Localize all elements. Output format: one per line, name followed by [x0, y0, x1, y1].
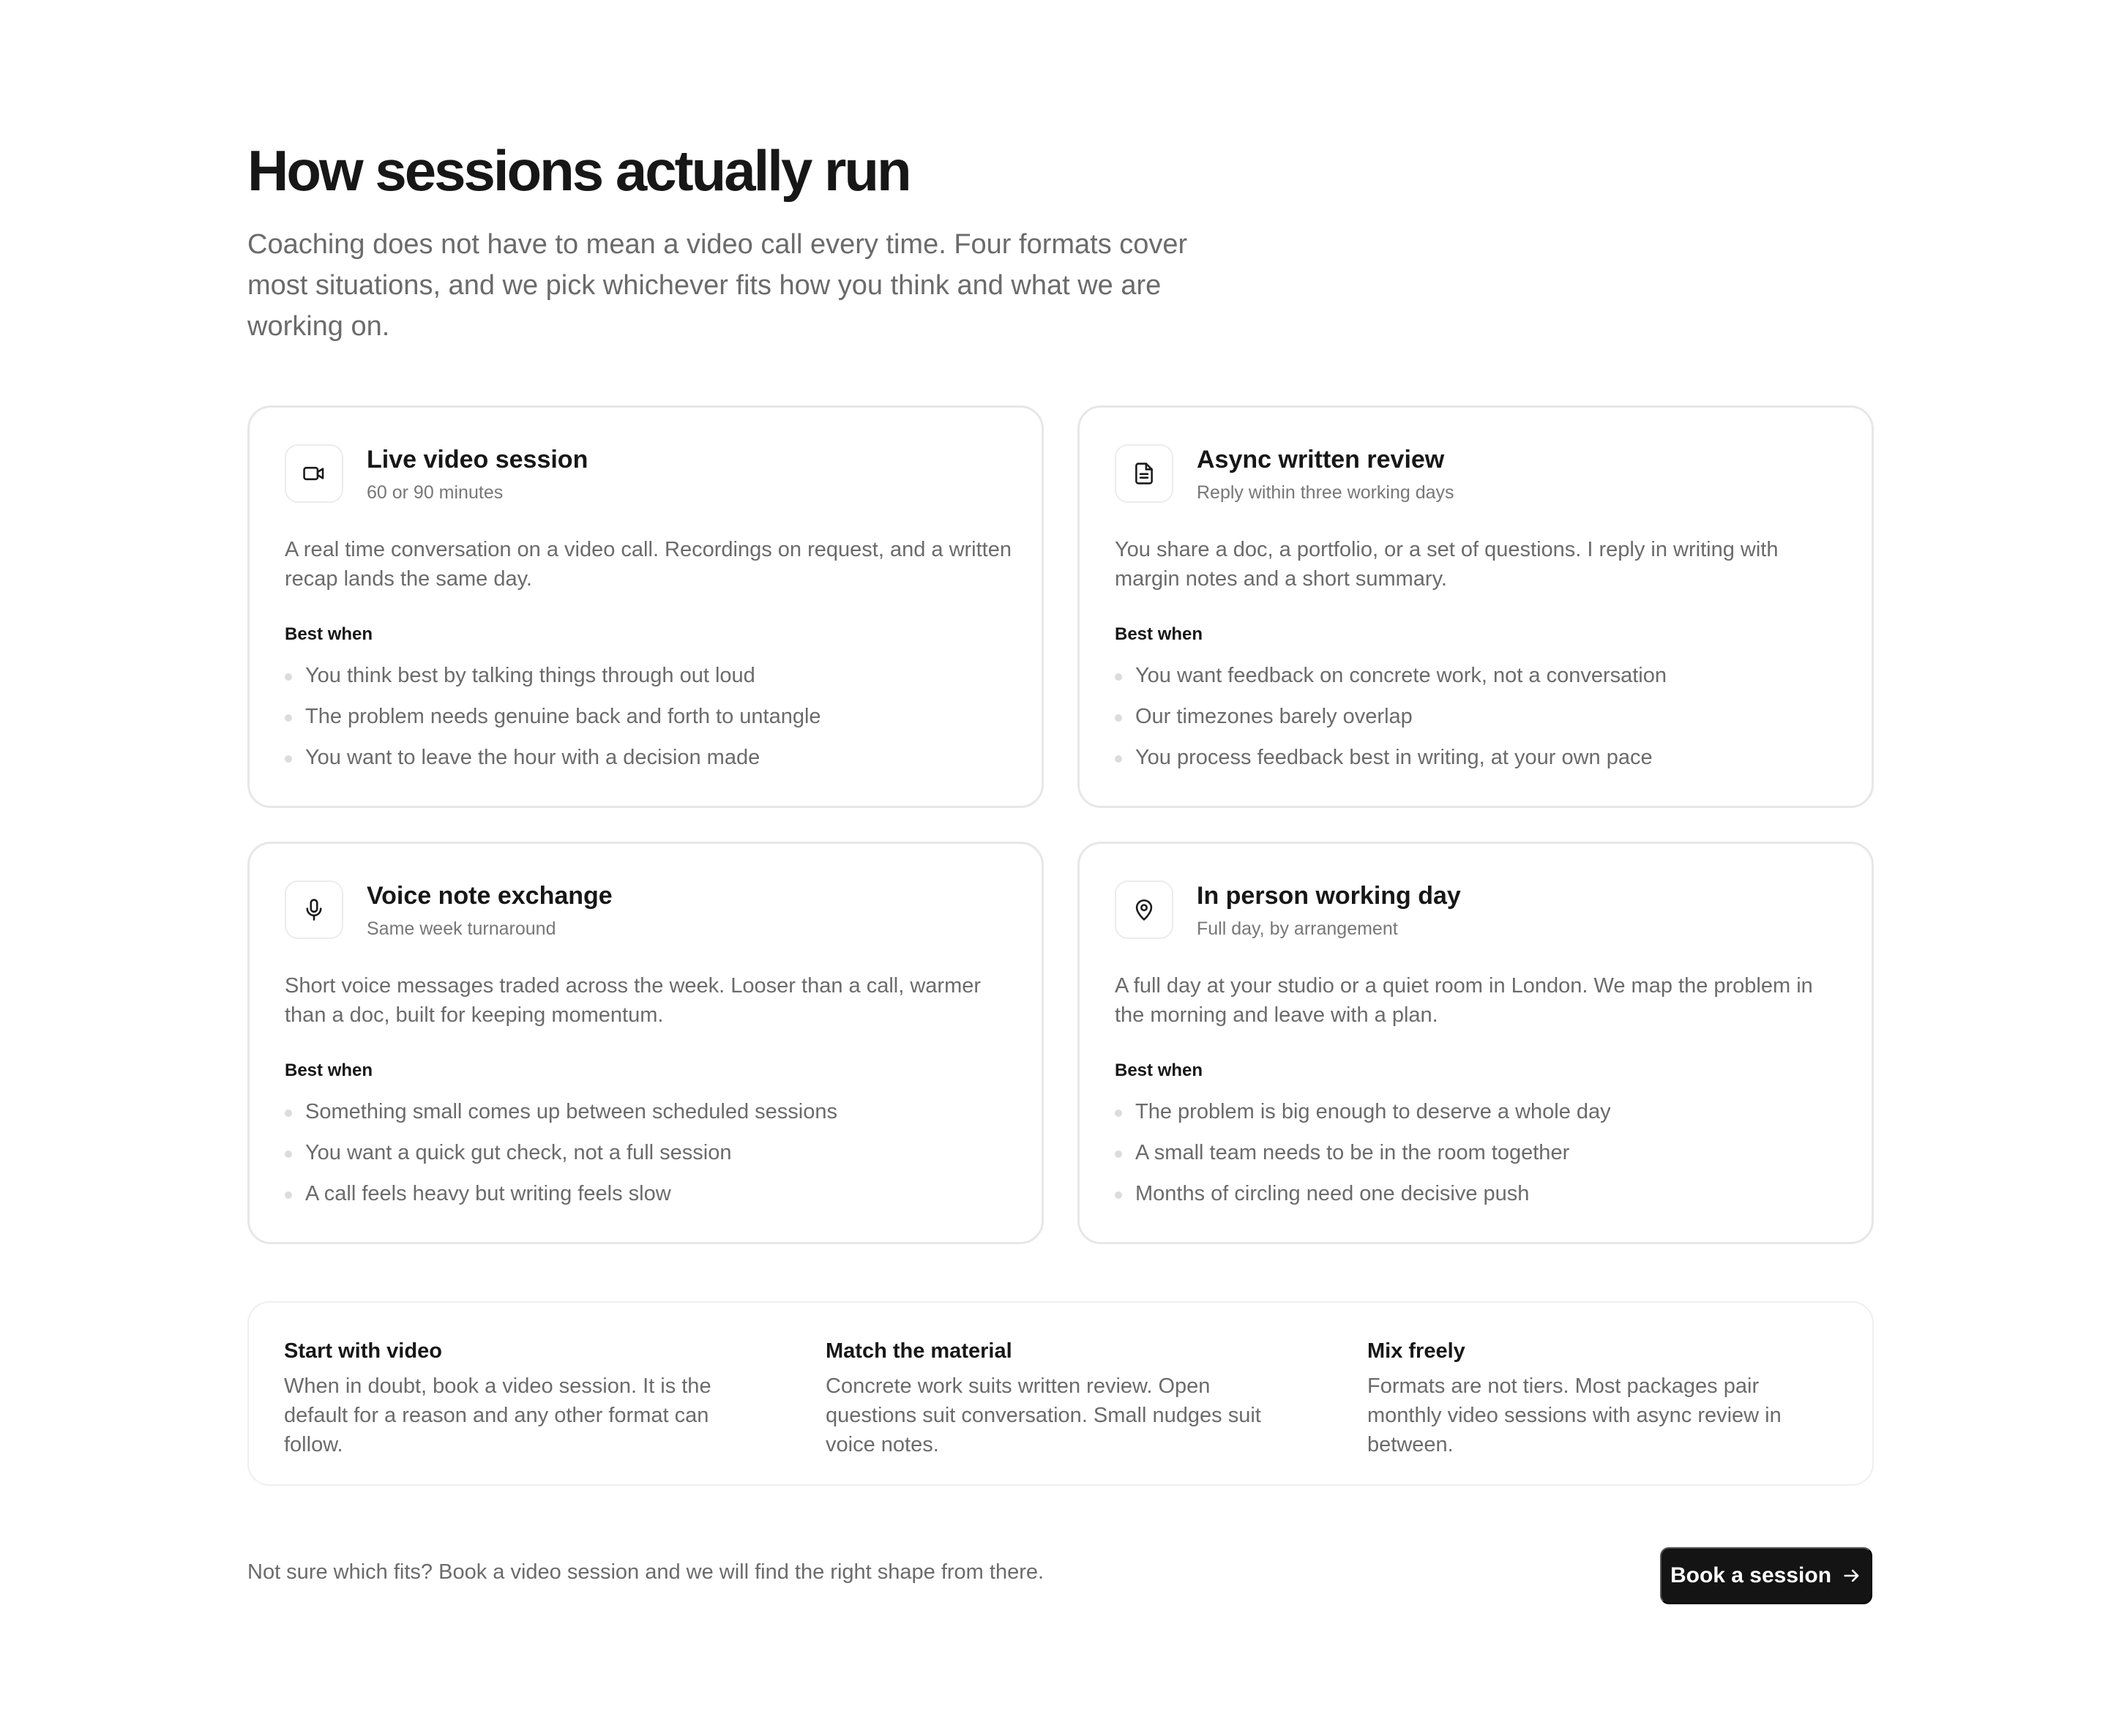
list-item: You process feedback best in writing, at your own pace	[1115, 737, 1667, 778]
book-session-label: Book a session	[1670, 1563, 1832, 1587]
list-item: Something small comes up between scheduled sessions	[285, 1091, 837, 1132]
card-title: In person working day	[1197, 882, 1461, 910]
format-card-live-video	[247, 405, 1044, 808]
book-session-button[interactable]	[1660, 1547, 1872, 1604]
list-item: The problem is big enough to deserve a whole day	[1115, 1091, 1611, 1132]
tip-match-the-material	[826, 1336, 1294, 1459]
card-subtitle: 60 or 90 minutes	[367, 482, 504, 503]
best-when-label: Best when	[285, 624, 373, 644]
card-description: Short voice messages traded across the week. Looser than a call, warmer than a doc, built for keeping momentum.	[285, 974, 982, 1027]
best-when-label: Best when	[1115, 624, 1203, 644]
best-when-list	[285, 655, 821, 778]
list-item: You want to leave the hour with a decision made	[285, 737, 821, 778]
card-title: Live video session	[367, 446, 588, 474]
tip-body: Concrete work suits written review. Open questions suit conversation. Small nudges suit voice notes.	[826, 1374, 1261, 1456]
document-icon	[1115, 444, 1173, 503]
best-when-list	[1115, 1091, 1611, 1214]
list-item: A call feels heavy but writing feels slow	[285, 1173, 837, 1214]
list-item: The problem needs genuine back and forth to untangle	[285, 696, 821, 737]
format-card-voice-note	[247, 842, 1044, 1244]
best-when-list	[285, 1091, 837, 1214]
tip-mix-freely	[1367, 1336, 1836, 1459]
format-card-async-written	[1077, 405, 1874, 808]
list-item: Months of circling need one decisive push	[1115, 1173, 1611, 1214]
best-when-list	[1115, 655, 1667, 778]
intro-paragraph: Coaching does not have to mean a video call every time. Four formats cover most situations, and we pick whichever fits how you think and what we are working on.	[247, 229, 1188, 342]
list-item: Our timezones barely overlap	[1115, 696, 1667, 737]
card-title: Async written review	[1197, 446, 1445, 474]
card-subtitle: Reply within three working days	[1197, 482, 1454, 503]
best-when-label: Best when	[1115, 1060, 1203, 1080]
tip-title: Match the material	[826, 1339, 1012, 1363]
card-description: A real time conversation on a video call. Recordings on request, and a written recap lands the same day.	[285, 538, 1012, 591]
guidance-panel	[247, 1301, 1874, 1486]
page-title: How sessions actually run	[247, 138, 910, 203]
map-pin-icon	[1115, 880, 1173, 939]
tip-title: Start with video	[284, 1339, 442, 1363]
footer-note: Not sure which fits? Book a video session and we will find the right shape from there.	[247, 1560, 1044, 1584]
list-item: You want feedback on concrete work, not a conversation	[1115, 655, 1667, 696]
list-item: You want a quick gut check, not a full session	[285, 1132, 837, 1173]
arrow-right-icon	[1842, 1565, 1862, 1586]
tip-body: Formats are not tiers. Most packages pair monthly video sessions with async review in between.	[1367, 1374, 1782, 1456]
card-subtitle: Full day, by arrangement	[1197, 918, 1398, 939]
format-card-in-person	[1077, 842, 1874, 1244]
tip-start-with-video	[284, 1336, 752, 1459]
tip-title: Mix freely	[1367, 1339, 1465, 1363]
card-title: Voice note exchange	[367, 882, 613, 910]
card-subtitle: Same week turnaround	[367, 918, 556, 939]
list-item: You think best by talking things through out loud	[285, 655, 821, 696]
card-description: A full day at your studio or a quiet room in London. We map the problem in the morning and leave with a plan.	[1115, 974, 1813, 1027]
video-camera-icon	[285, 444, 343, 503]
tip-body: When in doubt, book a video session. It is the default for a reason and any other format can follow.	[284, 1374, 711, 1456]
microphone-icon	[285, 880, 343, 939]
list-item: A small team needs to be in the room together	[1115, 1132, 1611, 1173]
best-when-label: Best when	[285, 1060, 373, 1080]
card-description: You share a doc, a portfolio, or a set of questions. I reply in writing with margin notes and a short summary.	[1115, 538, 1779, 591]
